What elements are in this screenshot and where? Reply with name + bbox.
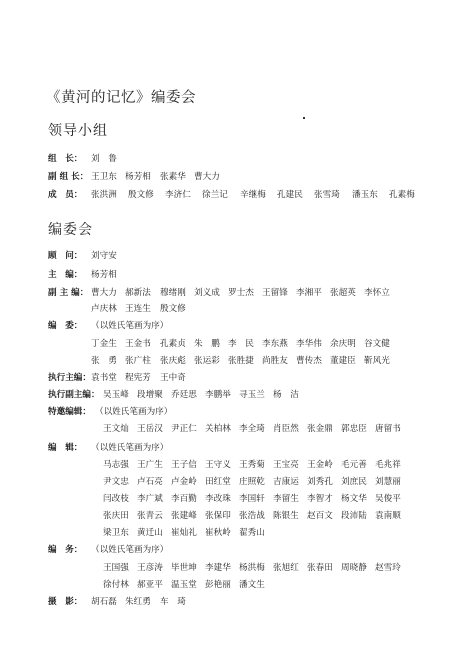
person-name: 王金岭 [307,460,333,470]
person-name: 李百勤 [171,494,197,504]
person-name: 潘文生 [239,580,265,590]
person-name: 李全琦 [239,424,265,434]
person-name: 卢庆林 [91,304,117,314]
role-label: 编 务： [48,545,83,555]
person-name: 程宪芳 [125,373,151,383]
person-name: 张洪洲 [91,190,117,200]
person-name: 陈银生 [273,511,299,521]
person-name: 靳风光 [364,356,390,366]
person-name: 张广柱 [125,356,151,366]
role-label: 副 组 长： [48,172,89,182]
person-name: 曹传杰 [296,356,322,366]
person-name: 王卫东 [91,172,117,182]
person-name: 肖臣然 [273,424,299,434]
person-name: 张浩战 [239,511,265,521]
person-name: 殷文修 [160,304,186,314]
person-name: 曹大力 [194,172,220,182]
person-name: 王连生 [125,304,151,314]
person-name: 王中奇 [160,373,186,383]
role-label: 成 员： [48,190,83,200]
person-name: 刘 鲁 [91,154,117,164]
person-name: 杨 洁 [273,390,299,400]
role-label: 编 辑： [48,443,83,453]
person-name: 胡石磊 [91,597,117,607]
person-name: 徐兰记 [202,190,228,200]
person-name: 王岳汉 [137,424,163,434]
person-name: 李国轩 [239,494,265,504]
person-name: 吉康运 [273,477,299,487]
person-name: 段增聚 [137,390,163,400]
order-note: （以姓氏笔画为序） [91,321,169,331]
person-name: 孔建民 [277,190,303,200]
person-name: 郭忠臣 [341,424,367,434]
person-name: 董建臣 [330,356,356,366]
person-name: 张旭红 [273,563,299,573]
role-label: 主 编： [48,270,83,280]
person-name: 张建峰 [171,511,197,521]
role-label: 摄 影： [48,597,83,607]
person-name: 车 琦 [160,597,186,607]
person-name: 袁书堂 [91,373,117,383]
role-label: 特邀编辑： [48,407,91,417]
person-name: 唐留书 [375,424,401,434]
person-name: 李建华 [205,563,231,573]
person-name: 寻玉兰 [239,390,265,400]
person-name: 张青云 [137,511,163,521]
person-name: 刘守安 [91,251,117,261]
person-name: 崔秋岭 [205,528,231,538]
person-name: 赵雪玲 [375,563,401,573]
person-name: 张素华 [160,172,186,182]
person-name: 马志强 [103,460,129,470]
role-label: 组 长： [48,154,83,164]
person-name: 刘义成 [194,288,220,298]
role-label: 副 主 编： [48,288,89,298]
person-name: 赵百文 [307,511,333,521]
person-name: 周晓静 [341,563,367,573]
person-name: 辛继梅 [240,190,266,200]
person-name: 杨芳相 [91,270,117,280]
section-title-leadership: 领导小组 [48,123,108,139]
person-name: 张 勇 [91,356,117,366]
person-name: 彭艳丽 [205,580,231,590]
person-name: 王留锋 [262,288,288,298]
person-name: 毛元善 [341,460,367,470]
person-name: 毕世坤 [171,563,197,573]
order-note: （以姓氏笔画为序） [95,407,173,417]
person-name: 丁金生 [91,339,117,349]
person-name: 李济仁 [165,190,191,200]
person-name: 翟秀山 [239,528,265,538]
person-name: 闫改枝 [103,494,129,504]
person-name: 李智才 [307,494,333,504]
person-name: 李改珠 [205,494,231,504]
person-name: 李东燕 [262,339,288,349]
section-title-committee: 编委会 [48,222,93,238]
person-name: 刘秀孔 [307,477,333,487]
person-name: 王文灿 [103,424,129,434]
role-label: 执行副主编： [48,390,100,400]
person-name: 张保印 [205,511,231,521]
person-name: 曹大力 [91,288,117,298]
person-name: 吴俊平 [375,494,401,504]
person-name: 李怀立 [364,288,390,298]
person-name: 田红堂 [205,477,231,487]
person-name: 张运彩 [194,356,220,366]
person-name: 段沛陆 [341,511,367,521]
person-name: 潘玉东 [352,190,378,200]
person-name: 张胜捷 [228,356,254,366]
person-name: 朱 鹏 [194,339,220,349]
person-name: 王秀菊 [239,460,265,470]
person-name: 尹正仁 [171,424,197,434]
order-note: （以姓氏笔画为序） [91,545,169,555]
person-name: 孔素梅 [389,190,415,200]
person-name: 朱红勇 [125,597,151,607]
person-name: 刘慧丽 [375,477,401,487]
person-name: 卢金岭 [171,477,197,487]
person-name: 李 民 [228,339,254,349]
role-label: 顾 问： [48,251,83,261]
person-name: 杨文华 [341,494,367,504]
person-name: 殷文修 [128,190,154,200]
speck [303,117,305,119]
person-name: 梁卫东 [103,528,129,538]
person-name: 卢石亮 [137,477,163,487]
role-label: 执行主编： [48,373,91,383]
person-name: 张雪琦 [314,190,340,200]
person-name: 尚胜友 [262,356,288,366]
person-name: 穆绪刚 [160,288,186,298]
person-name: 王国强 [103,563,129,573]
person-name: 李广斌 [137,494,163,504]
person-name: 杨洪梅 [239,563,265,573]
person-name: 王广生 [137,460,163,470]
person-name: 王宝亮 [273,460,299,470]
person-name: 张庆彪 [160,356,186,366]
person-name: 王金书 [125,339,151,349]
person-name: 罗士杰 [228,288,254,298]
person-name: 余庆明 [330,339,356,349]
person-name: 吴玉峰 [103,390,129,400]
person-name: 黄迁山 [137,528,163,538]
person-name: 李华伟 [296,339,322,349]
person-name: 王子信 [171,460,197,470]
order-note: （以姓氏笔画为序） [91,443,169,453]
person-name: 庄照乾 [239,477,265,487]
person-name: 刘庶民 [341,477,367,487]
person-name: 乔廷思 [171,390,197,400]
person-name: 尹文忠 [103,477,129,487]
person-name: 李湘平 [296,288,322,298]
person-name: 杨芳相 [125,172,151,182]
person-name: 李鹏举 [205,390,231,400]
person-name: 郝新法 [125,288,151,298]
person-name: 袁南顺 [375,511,401,521]
person-name: 张超英 [330,288,356,298]
person-name: 李留生 [273,494,299,504]
person-name: 毛兆祥 [375,460,401,470]
person-name: 关柏林 [205,424,231,434]
person-name: 徐付林 [103,580,129,590]
person-name: 王彦涛 [137,563,163,573]
page-title: 《黄河的记忆》编委会 [46,90,196,106]
person-name: 张春田 [307,563,333,573]
person-name: 张金鼎 [307,424,333,434]
person-name: 谷文健 [364,339,390,349]
person-name: 郝亚平 [137,580,163,590]
person-name: 崔灿礼 [171,528,197,538]
role-label: 编 委： [48,321,83,331]
person-name: 张庆田 [103,511,129,521]
person-name: 王守义 [205,460,231,470]
person-name: 温玉堂 [171,580,197,590]
person-name: 孔素贞 [160,339,186,349]
